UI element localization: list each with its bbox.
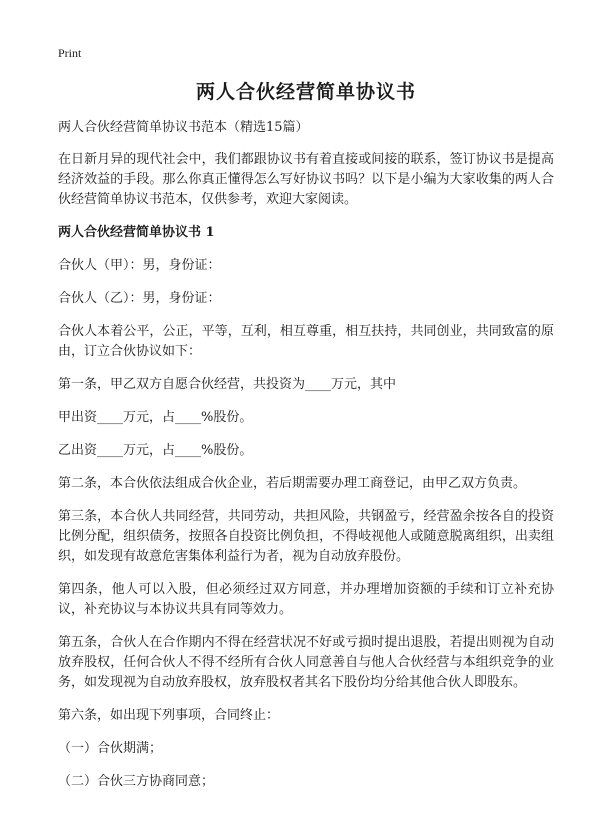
section-title: 两人合伙经营简单协议书 1 (58, 225, 215, 240)
document-body (58, 80, 554, 805)
paragraph-partner-b: 合伙人（乙）：男，身份证： (58, 291, 221, 306)
intro-paragraph: 在日新月异的现代社会中，我们都跟协议书有着直接或间接的联系，签订协议书是提高经济效益的手段。那么你真正懂得怎么写好协议书吗？以下是小编为大家收集的两人合伙经营简单协议书范本，仅供参考，欢迎大家阅读。 (58, 152, 554, 207)
paragraph-article-4: 第四条，他人可以入股，但必须经过双方同意，并办理增加资额的手续和订立补充协议，补充协议与本协议共具有同等效力。 (58, 582, 554, 617)
paragraph-article-1: 第一条，甲乙双方自愿合伙经营，共投资为____万元，其中 (58, 377, 397, 392)
document-title: 两人合伙经营简单协议书 (195, 81, 416, 103)
paragraph-article-6: 第六条，如出现下列事项，合同终止： (58, 708, 280, 723)
print-link[interactable]: Print (58, 46, 82, 60)
paragraph-article-2: 第二条，本合伙依法组成合伙企业，若后期需要办理工商登记，由甲乙双方负责。 (58, 476, 527, 491)
paragraph-article-3: 第三条，本合伙人共同经营，共同劳动，共担风险，共钢盈亏，经营盈余按各自的投资比例分配，组织债务，按照各自投资比例负担，不得岐视他人或随意脱离组织，出卖组织，如发现有故意危害集体利益行为者，视为自动放弃股份。 (58, 509, 554, 564)
paragraph-party-b-investment: 乙出资____万元，占____%股份。 (58, 443, 253, 458)
paragraph-principles: 合伙人本着公平，公正，平等，互利，相互尊重，相互扶持，共同创业，共同致富的原由，订立合伙协议如下： (58, 324, 554, 359)
paragraph-partner-a: 合伙人（甲）：男，身份证： (58, 258, 221, 273)
paragraph-article-5: 第五条，合伙人在合作期内不得在经营状况不好或亏损时提出退股，若提出则视为自动放弃股权，任何合伙人不得不经所有合伙人同意善自与他人合伙经营与本组织竞争的业务，如发现视为自动放弃股权，放弃股权者其名下股份均分给其他合伙人即股东。 (58, 635, 554, 690)
document-subtitle: 两人合伙经营简单协议书范本（精选15篇） (58, 120, 309, 135)
paragraph-item-2: （二）合伙三方协商同意； (58, 774, 215, 789)
paragraph-item-1: （一）合伙期满； (58, 741, 163, 756)
paragraph-party-a-investment: 甲出资____万元，占____%股份。 (58, 410, 253, 425)
